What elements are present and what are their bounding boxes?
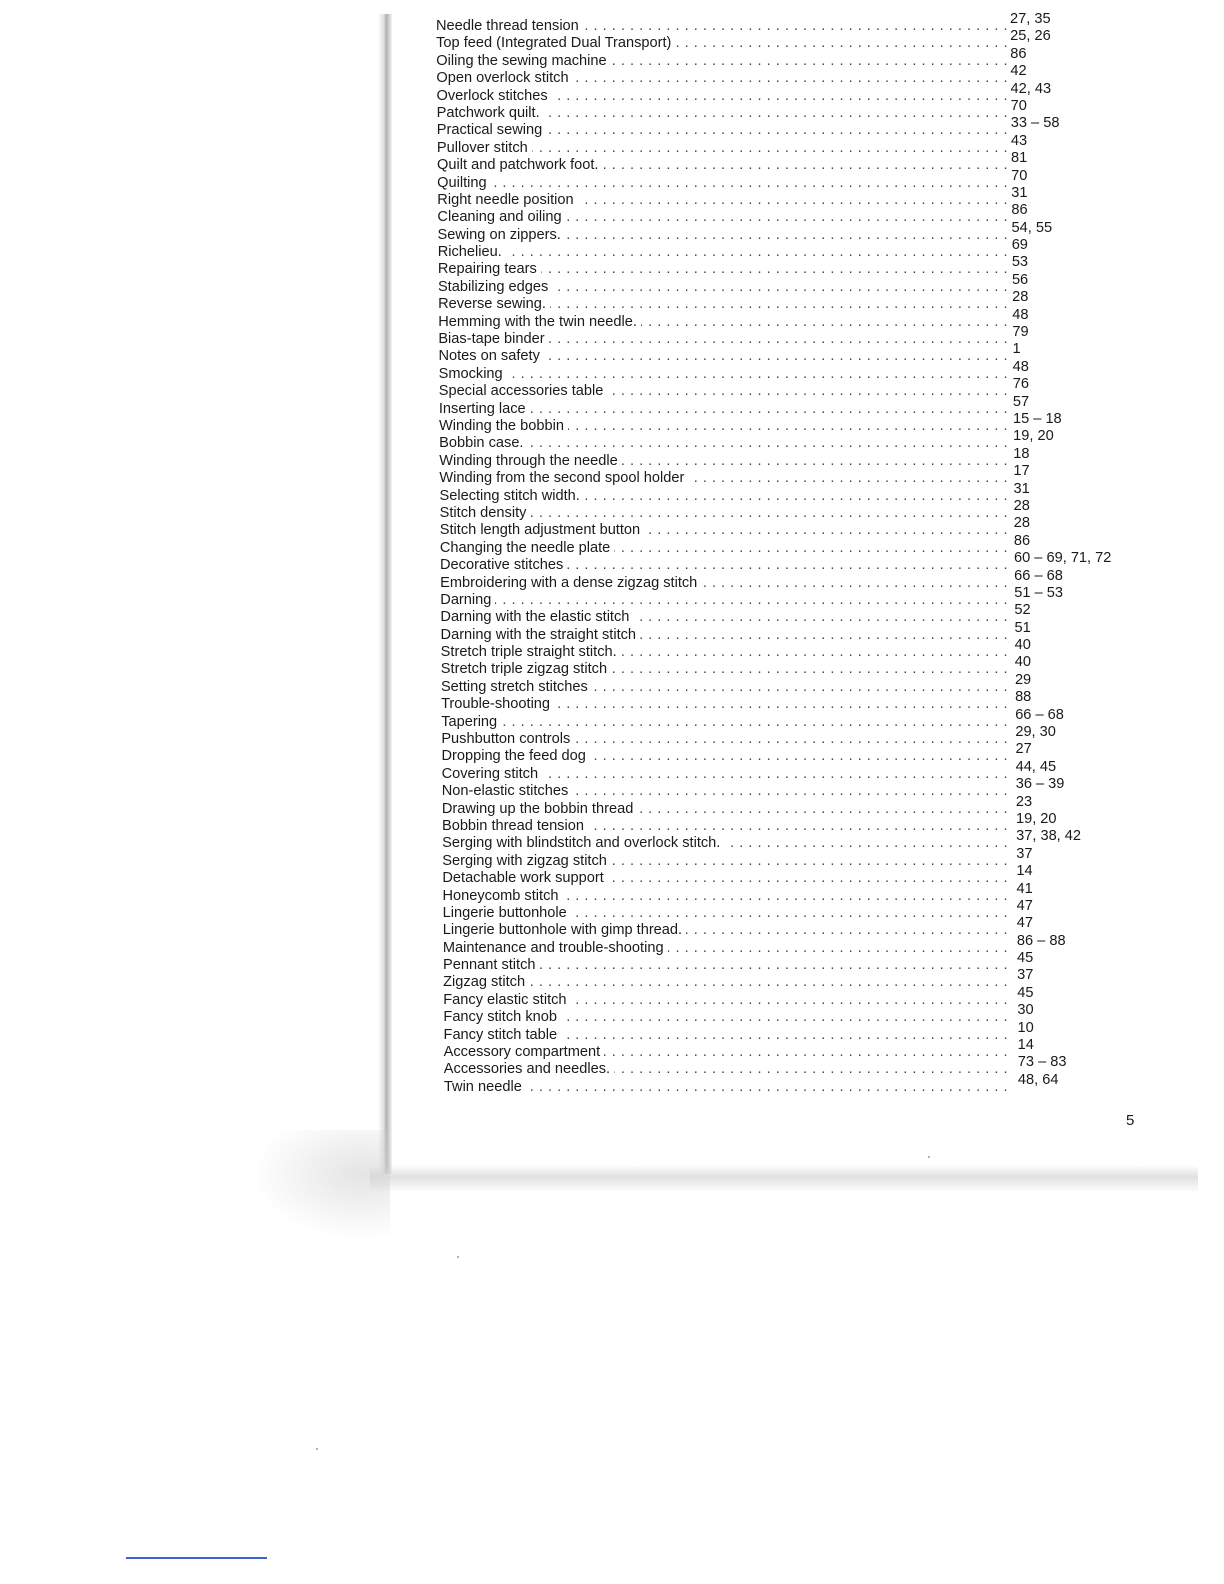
dot-leader: [444, 1079, 1008, 1096]
binding-edge-shadow: [378, 14, 392, 1174]
index-entry: [443, 1019, 1086, 1043]
index-entry: [440, 602, 1086, 626]
index-term: Serging with blindstitch and overlock stitch.: [442, 835, 724, 852]
index-entry: [438, 306, 1086, 330]
index-pages: 79: [1012, 324, 1029, 341]
index-pages: 47: [1016, 897, 1033, 914]
index-pages: 86: [1011, 202, 1028, 219]
index-entry: [442, 863, 1086, 887]
index-pages: 25, 26: [1010, 28, 1051, 45]
index-term: Setting stretch stitches: [441, 679, 592, 696]
index-entry: [439, 463, 1086, 487]
index-pages: 28: [1013, 515, 1030, 532]
index-pages: 66 – 68: [1015, 706, 1064, 723]
index-entry: [439, 445, 1086, 469]
index-pages: 56: [1011, 271, 1029, 288]
index-term: Selecting stitch width.: [440, 488, 584, 505]
index-pages: 57: [1012, 393, 1030, 410]
index-entry: [440, 637, 1086, 661]
index-term: Bobbin case.: [439, 435, 527, 452]
index-term: Patchwork quilt.: [437, 105, 544, 122]
index-pages: 37, 38, 42: [1016, 828, 1082, 845]
index-term: Changing the needle plate: [440, 540, 614, 557]
index-pages: 31: [1013, 480, 1030, 497]
index-pages: 48, 64: [1017, 1071, 1059, 1088]
index-entry: [438, 376, 1086, 400]
index-entry: [437, 254, 1086, 278]
index-term: Right needle position: [437, 192, 577, 209]
index-entry: [439, 532, 1086, 556]
index-term: Pushbutton controls: [441, 731, 574, 748]
index-term: Twin needle: [444, 1079, 526, 1096]
index-pages: 51 – 53: [1014, 584, 1063, 601]
index-pages: 86: [1013, 532, 1031, 549]
index-entry: [436, 28, 1086, 52]
index-pages: 36 – 39: [1015, 776, 1065, 793]
index-pages: 52: [1014, 602, 1031, 619]
index-entry: [440, 654, 1086, 678]
dot-leader: [437, 175, 1008, 192]
index-entry: [443, 950, 1086, 974]
footnote-rule: [126, 1557, 267, 1559]
index-entry: [437, 167, 1086, 191]
index-term: Special accessories table: [439, 383, 608, 400]
index-pages: 29, 30: [1015, 724, 1056, 741]
index-entry: [437, 184, 1086, 208]
index-pages: 45: [1017, 950, 1034, 967]
index-term: Zigzag stitch: [443, 974, 529, 991]
scan-speck: [316, 1448, 318, 1450]
index-pages: 40: [1014, 654, 1032, 671]
index-term: Cleaning and oiling: [437, 209, 565, 226]
index-term: Top feed (Integrated Dual Transport): [436, 35, 675, 52]
index-entry: [441, 758, 1086, 782]
index-pages: 42, 43: [1010, 80, 1052, 97]
index-entry: [438, 358, 1086, 382]
index-entry: [443, 1071, 1086, 1095]
index-term: Stitch density: [440, 505, 531, 522]
index-term: Pennant stitch: [443, 957, 540, 974]
index-pages: 42: [1010, 63, 1027, 80]
index-term: Serging with zigzag stitch: [442, 853, 611, 870]
index-entry: [436, 132, 1086, 156]
index-term: Stretch triple straight stitch.: [441, 644, 621, 661]
index-pages: 88: [1015, 689, 1032, 706]
index-entry: [436, 80, 1086, 104]
index-pages: 19, 20: [1015, 810, 1057, 827]
index-entry: [437, 219, 1086, 243]
index-pages: 47: [1016, 915, 1033, 932]
index-pages: 60 – 69, 71, 72: [1014, 550, 1112, 567]
index-pages: 69: [1011, 237, 1028, 254]
scan-speck: [928, 1156, 930, 1158]
index-entry: [442, 897, 1086, 921]
index-term: Practical sewing: [437, 122, 546, 139]
index-entry: [439, 480, 1087, 504]
dot-leader: [440, 592, 1008, 609]
index-term: Inserting lace: [439, 401, 530, 418]
index-entry: [437, 237, 1086, 261]
index-term: Oiling the sewing machine: [436, 53, 610, 70]
index-entry: [440, 619, 1086, 643]
index-pages: 14: [1017, 1037, 1034, 1054]
index-pages: 10: [1017, 1019, 1034, 1036]
index-pages: 54, 55: [1011, 219, 1053, 236]
index-pages: 33 – 58: [1010, 115, 1060, 132]
index-entry: [442, 845, 1086, 869]
index-entry: [439, 515, 1086, 539]
scan-shadow-bottom: [370, 1165, 1198, 1191]
index-term: Maintenance and trouble-shooting: [443, 940, 668, 957]
index-term: Repairing tears: [438, 261, 541, 278]
index-term: Stretch triple zigzag stitch: [441, 661, 611, 678]
index-entry: [436, 11, 1086, 34]
index-pages: 15 – 18: [1012, 410, 1062, 427]
index-pages: 86 – 88: [1016, 932, 1066, 949]
index-term: Open overlock stitch: [436, 70, 572, 87]
index-term: Notes on safety: [438, 348, 543, 365]
index-term: Winding through the needle: [439, 453, 622, 470]
index-entry: [440, 584, 1086, 608]
index-entry: [441, 741, 1086, 765]
index-entry: [443, 1054, 1086, 1078]
index-entry: [438, 410, 1086, 434]
index-pages: 45: [1017, 984, 1034, 1001]
index-pages: 48: [1012, 358, 1029, 375]
index-pages: 27: [1015, 741, 1032, 758]
index-pages: 70: [1011, 167, 1028, 184]
index-entry: [443, 967, 1086, 991]
index-term: Decorative stitches: [440, 557, 567, 574]
index-entry: [440, 671, 1086, 695]
index-entry: [441, 776, 1086, 800]
index-entry: [439, 497, 1086, 521]
index-pages: 30: [1017, 1002, 1034, 1019]
index-entry: [438, 341, 1086, 365]
index-entry: [438, 289, 1086, 313]
index-term: Trouble-shooting: [441, 696, 554, 713]
index-term: Fancy stitch table: [444, 1027, 562, 1044]
index-entry: [436, 115, 1086, 139]
index-list: [436, 11, 1112, 1095]
index-pages: 31: [1011, 184, 1028, 201]
index-term: Dropping the feed dog: [441, 748, 589, 765]
index-entry: [441, 810, 1086, 834]
index-entry: [442, 828, 1086, 852]
index-term: Fancy stitch knob: [443, 1009, 561, 1026]
index-entry: [436, 63, 1086, 87]
index-entry: [442, 880, 1087, 904]
index-term: Richelieu.: [438, 244, 506, 261]
index-term: Needle thread tension: [436, 18, 583, 35]
index-pages: 28: [1013, 497, 1030, 514]
index-term: Darning with the elastic stitch: [440, 609, 633, 626]
index-term: Sewing on zippers.: [438, 227, 565, 244]
index-term: Accessories and needles.: [444, 1061, 614, 1078]
index-pages: 48: [1012, 306, 1029, 323]
index-entry: [436, 97, 1086, 121]
index-term: Drawing up the bobbin thread: [442, 801, 637, 818]
index-pages: 76: [1012, 376, 1029, 393]
index-pages: 53: [1011, 254, 1029, 271]
index-entry: [438, 393, 1086, 417]
index-pages: 14: [1016, 863, 1033, 880]
index-term: Bias-tape binder: [438, 331, 548, 348]
index-pages: 44, 45: [1015, 758, 1057, 775]
index-entry: [443, 1037, 1086, 1061]
index-entry: [441, 793, 1086, 817]
index-pages: 23: [1015, 793, 1033, 810]
index-entry: [439, 428, 1086, 452]
index-pages: 27, 35: [1010, 11, 1051, 27]
index-pages: 70: [1010, 97, 1027, 114]
index-term: Quilting: [437, 175, 490, 192]
index-term: Lingerie buttonhole: [443, 905, 571, 922]
dot-leader: [438, 244, 1008, 261]
scan-shadow-corner: [250, 1130, 390, 1240]
dot-leader: [439, 366, 1008, 383]
index-term: Detachable work support: [442, 870, 607, 887]
index-entry: [442, 932, 1086, 956]
index-entry: [437, 150, 1086, 174]
index-term: Winding the bobbin: [439, 418, 568, 435]
index-term: Overlock stitches: [437, 88, 552, 105]
index-term: Darning: [440, 592, 495, 609]
index-entry: [441, 706, 1086, 730]
index-term: Stitch length adjustment button: [440, 522, 644, 539]
index-pages: 17: [1013, 463, 1030, 480]
index-pages: 81: [1011, 150, 1028, 167]
index-pages: 29: [1014, 671, 1032, 688]
index-entry: [441, 689, 1086, 713]
dot-leader: [441, 714, 1008, 731]
index-term: Bobbin thread tension: [442, 818, 588, 835]
index-pages: 1: [1012, 341, 1021, 358]
index-term: Lingerie buttonhole with gimp thread.: [443, 922, 686, 939]
index-pages: 37: [1016, 845, 1033, 862]
index-pages: 66 – 68: [1014, 567, 1063, 584]
index-term: Non-elastic stitches: [442, 783, 573, 800]
index-pages: 86: [1010, 45, 1027, 62]
index-entry: [440, 550, 1112, 574]
page-number: 5: [1126, 1112, 1135, 1129]
index-entry: [437, 271, 1086, 295]
index-pages: 40: [1014, 637, 1031, 654]
index-pages: 28: [1012, 289, 1029, 306]
index-term: Reverse sewing.: [438, 296, 550, 313]
index-entry: [441, 724, 1086, 748]
index-pages: 43: [1010, 132, 1028, 149]
index-pages: 19, 20: [1013, 428, 1054, 445]
index-entry: [437, 202, 1086, 226]
index-term: Accessory compartment: [444, 1044, 605, 1061]
index-term: Winding from the second spool holder: [439, 470, 688, 487]
scan-speck: [457, 1256, 459, 1258]
index-term: Stabilizing edges: [438, 279, 552, 296]
index-term: Fancy elastic stitch: [443, 992, 570, 1009]
index-entry: [443, 1002, 1086, 1026]
index-term: Darning with the straight stitch: [441, 627, 640, 644]
index-entry: [436, 45, 1086, 69]
index-pages: 73 – 83: [1017, 1054, 1067, 1071]
index-pages: 51: [1014, 619, 1031, 636]
index-term: Covering stitch: [442, 766, 543, 783]
index-term: Embroidering with a dense zigzag stitch: [440, 575, 701, 592]
index-pages: 18: [1013, 445, 1030, 462]
index-entry: [442, 915, 1086, 939]
index-pages: 37: [1017, 967, 1034, 984]
index-term: Hemming with the twin needle.: [438, 314, 641, 331]
index-term: Quilt and patchwork foot.: [437, 157, 602, 174]
index-term: Tapering: [441, 714, 501, 731]
index-term: Honeycomb stitch: [443, 888, 563, 905]
index-entry: [443, 984, 1086, 1008]
index-pages: 41: [1016, 880, 1033, 897]
index-term: Pullover stitch: [437, 140, 532, 157]
index-term: Smocking: [439, 366, 507, 383]
index-entry: [440, 567, 1086, 591]
index-entry: [438, 324, 1086, 348]
